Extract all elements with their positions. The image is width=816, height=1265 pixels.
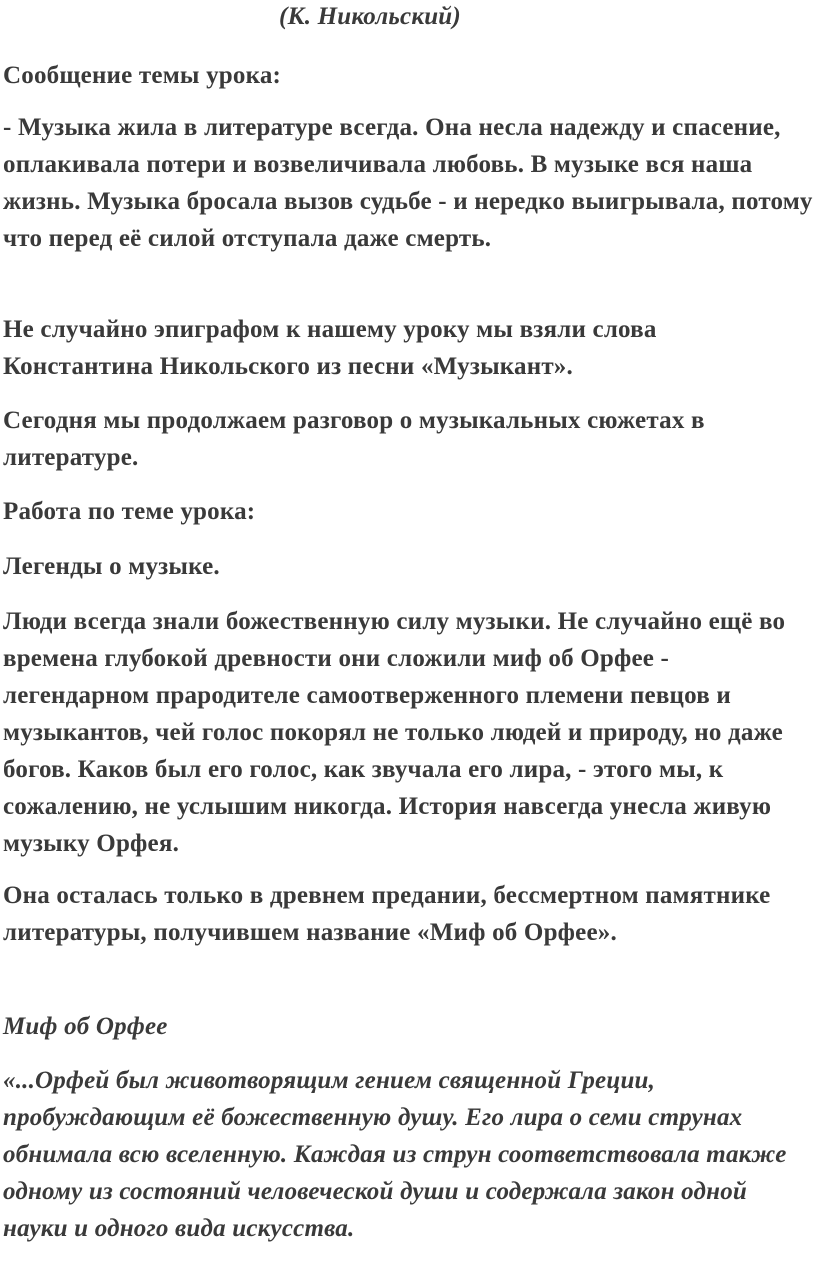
author-line: (К. Никольский) xyxy=(279,3,461,30)
heading-lesson-topic: Сообщение темы урока: xyxy=(3,62,282,89)
paragraph-orpheus-myth: Люди всегда знали божественную силу музыки. Не случайно ещё во времена глубокой древности они сложили миф об Орфее - легендарном прародителе самоотверженного племени певцов и музыкантов, чей голос покорял не только людей и природу, но даже богов. Каков был его голос, как звучала его лира, - этого мы, к сожалению, не услышим никогда. История навсегда унесла живую музыку Орфея. xyxy=(3,608,786,857)
quote-orpheus: «...Орфей был животворящим гением священной Греции, пробуждающим её божественную душу. Его лира о семи струнах обнимала всю вселенную. Каждая из струн соответствовала также одному из состояний человеческой души и содержала закон одной науки и одного вида искусства. xyxy=(3,1067,787,1242)
heading-music-legends: Легенды о музыке. xyxy=(3,553,220,580)
paragraph-epigraph: Не случайно эпиграфом к нашему уроку мы взяли слова Константина Никольского из песни «Музыкант». xyxy=(3,316,657,380)
paragraph-music-in-literature: - Музыка жила в литературе всегда. Она несла надежду и спасение, оплакивала потери и возвеличивала любовь. В музыке вся наша жизнь. Музыка бросала вызов судьбе - и нередко выигрывала, потому что перед её силой отступала даже смерть. xyxy=(3,114,813,252)
paragraph-legend-remained: Она осталась только в древнем предании, бессмертном памятнике литературы, получившем название «Миф об Орфее». xyxy=(3,882,771,946)
paragraph-continue-topic: Сегодня мы продолжаем разговор о музыкальных сюжетах в литературе. xyxy=(3,407,705,471)
heading-lesson-work: Работа по теме урока: xyxy=(3,498,256,525)
subtitle-myth-of-orpheus: Миф об Орфее xyxy=(3,1013,168,1040)
